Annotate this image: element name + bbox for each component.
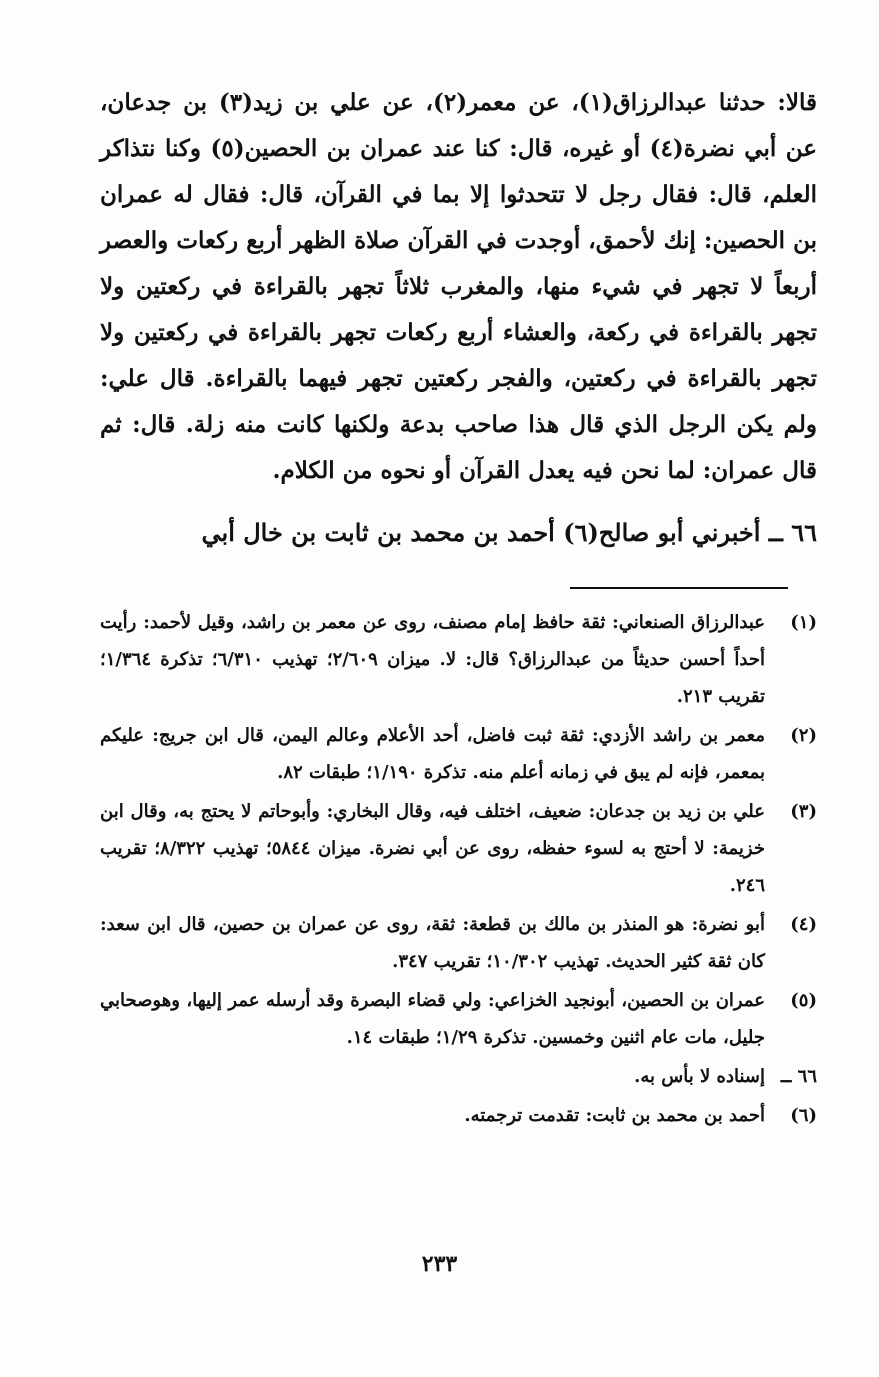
footnote-text: عبدالرزاق الصنعاني: ثقة حافظ إمام مصنف، روى عن معمر بن راشد، وقيل لأحمد: رأيت أحداً أحسن حديثاً من عبدالرزاق؟ قال: لا. ميزان ٢/٦٠٩؛ تهذيب ٦/٣١٠؛ تذكرة ١/٣٦٤؛ تقريب ٢١٣.	[100, 612, 766, 707]
footnote-4	[100, 906, 817, 980]
footnote-number: (٦)	[790, 1105, 817, 1126]
footnote-number: (٤)	[790, 914, 817, 935]
footnote-66	[100, 1058, 817, 1095]
footnote-5	[100, 982, 817, 1056]
footnote-2	[100, 717, 817, 791]
footnote-text: أبو نضرة: هو المنذر بن مالك بن قطعة: ثقة، روى عن عمران بن حصين، قال ابن سعد: كان ثقة كثير الحديث. تهذيب ١٠/٣٠٢؛ تقريب ٣٤٧.	[100, 914, 765, 972]
footnote-text: معمر بن راشد الأزدي: ثقة ثبت فاضل، أحد الأعلام وعالم اليمن، قال ابن جريج: عليكم بمعمر، فإنه لم يبق في زمانه أعلم منه. تذكرة ١/١٩٠؛ طبقات ٨٢.	[100, 725, 765, 783]
footnotes	[100, 604, 817, 1136]
footnote-number: (٣)	[790, 801, 817, 822]
footnote-text: عمران بن الحصين، أبونجيد الخزاعي: ولي قضاء البصرة وقد أرسله عمر إليها، وهوصحابي جليل، مات عام اثنين وخمسين. تذكرة ١/٢٩؛ طبقات ١٤.	[100, 990, 765, 1048]
footnote-number: ٦٦ ــ	[780, 1066, 817, 1087]
footnote-text: أحمد بن محمد بن ثابت: تقدمت ترجمته.	[464, 1105, 765, 1126]
main-text	[100, 80, 817, 556]
footnote-3	[100, 793, 817, 904]
footnote-text: علي بن زيد بن جدعان: ضعيف، اختلف فيه، وقال البخاري: وأبوحاتم لا يحتج به، وقال ابن خزيمة: لا أحتج به لسوء حفظه، روى عن أبي نضرة. ميزان ٥٨٤٤؛ تهذيب ٨/٣٢٢؛ تقريب ٢٤٦.	[100, 801, 765, 896]
footnote-6	[100, 1097, 817, 1134]
narration-66: ٦٦ ــ أخبرني أبو صالح(٦) أحمد بن محمد بن ثابت بن خال أبي	[201, 518, 817, 547]
footnote-1	[100, 604, 817, 715]
footnote-number: (٢)	[790, 725, 817, 746]
main-paragraph: قالا: حدثنا عبدالرزاق(١)، عن معمر(٢)، عن علي بن زيد(٣) بن جدعان، عن أبي نضرة(٤) أو غيره، قال: كنا عند عمران بن الحصين(٥) وكنا نتذاكر العلم، قال: فقال رجل لا تتحدثوا إلا بما في القرآن، قال: فقال له عمران بن الحصين: إنك لأحمق، أوجدت في القرآن صلاة الظهر أربع ركعات والعصر أربعاً لا تجهر في شيء منها، والمغرب ثلاثاً تجهر بالقراءة في ركعتين ولا تجهر بالقراءة في ركعة، والعشاء أربع ركعات تجهر بالقراءة في ركعتين ولا تجهر بالقراءة في ركعتين، والفجر ركعتين تجهر فيهما بالقراءة. قال علي: ولم يكن الرجل الذي قال هذا صاحب بدعة ولكنها كانت منه زلة. قال: ثم قال عمران: لما نحن فيه يعدل القرآن أو نحوه من الكلام.	[100, 89, 817, 484]
footnote-number: (١)	[790, 612, 817, 633]
page-number: ٢٣٣	[421, 1251, 458, 1277]
footnote-separator	[570, 587, 788, 589]
footnote-text: إسناده لا بأس به.	[634, 1066, 765, 1087]
footnote-number: (٥)	[790, 990, 817, 1011]
